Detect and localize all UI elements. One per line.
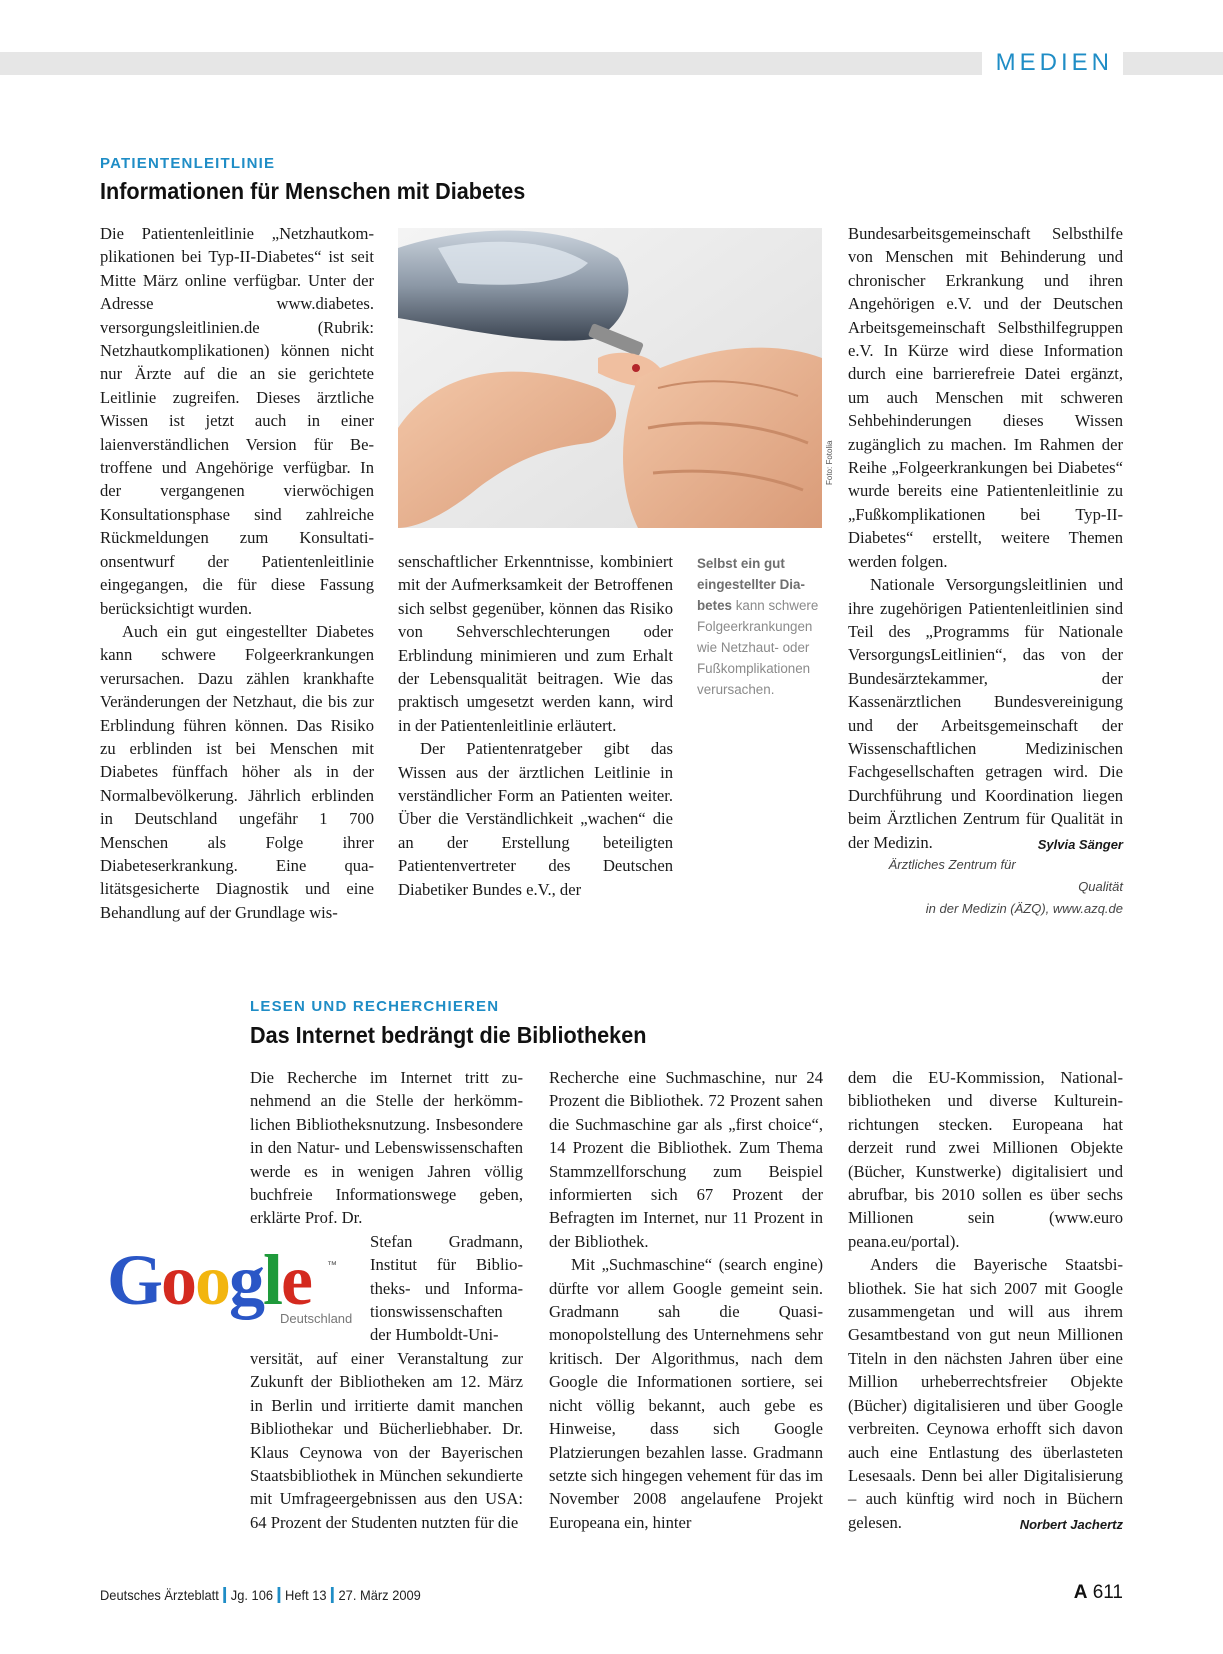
photo-glucose-meter: [398, 228, 822, 528]
paragraph: dem die EU-Kommission, Nationalbibliotheken und diverse Kultureinrichtungen stecken. Europeana hat derzeit rund zwei Millionen Objekte (Bücher, Kunstwerke) digitalisiert und abrufbar, bis 2010 sollen es über sechs Millionen sein (www.euro peana.eu/portal).: [848, 1068, 1123, 1251]
svg-text:Google: [107, 1240, 312, 1320]
article1-column-2: [398, 550, 673, 901]
page-number-value: 611: [1092, 1582, 1123, 1603]
logo-letter: e: [281, 1240, 311, 1320]
issue-date: 27. März 2009: [338, 1587, 421, 1603]
article1-author: Sylvia Sänger: [1037, 836, 1123, 852]
article2-column-2: [549, 1066, 823, 1534]
article2-headline: Das Internet bedrängt die Bibliotheken: [250, 1022, 647, 1048]
paragraph: Mit „Suchmaschine“ (search engine) dürfte vor allem Google gemeint sein. Gradmann sah die Quasimonopolstellung des Unternehmens sehr kritisch. Der Algorithmus, nach dem Google die Informationen sortiere, sei nicht völlig bekannt, auch gebe es Hinweise, dass sich Google Platzierungen bezahlen lasse. Gradmann setzte sich hingegen vehement für das im November 2008 angelaufene Projekt Europeana ein, hinter: [549, 1255, 823, 1532]
article1-column-3: [848, 222, 1123, 920]
journal-name: Deutsches Ärzteblatt: [100, 1587, 219, 1603]
article1-column-1: [100, 222, 374, 924]
paragraph: Recherche eine Suchmaschine, nur 24 Prozent die Bibliothek. 72 Prozent sahen die Suchmaschine gar als „first choice“, 14 Prozent die Bibliothek. Zum Thema Stammzellforschung zum Beispiel informierten sich 67 Prozent der Befragten im Internet, nur 11 Prozent in der Bibliothek.: [549, 1068, 823, 1251]
section-label: MEDIEN: [982, 49, 1123, 77]
issue: Heft 13: [285, 1587, 327, 1603]
volume: Jg. 106: [230, 1587, 274, 1603]
photo-credit: Foto: Fotolia: [825, 440, 834, 485]
logo-letter: G: [107, 1240, 162, 1320]
glucose-meter-illustration: [398, 228, 822, 528]
article2-author: Norbert Jachertz: [1019, 1516, 1123, 1532]
paragraph: Bundesarbeitsgemeinschaft Selbsthilfe von Menschen mit Behinderung und chronischer Erkrankung und ihren Angehörigen e.V. und der Deutschen Arbeitsgemeinschaft Selbsthilfegruppen e.V. In Kürze wird diese Information durch eine barrierefreie Datei ergänzt, um auch Menschen mit schweren Sehbehinderungen dieses Wissen zugänglich zu machen. Im Rahmen der Reihe „Folgeerkrankungen bei Diabetes“ wurde bereits eine Patientenleitlinie zu „Fußkomplikationen bei Typ-II-Diabetes“ erstellt, weitere Themen werden folgen.: [848, 224, 1123, 571]
paragraph-text: Nationale Versorgungsleitlinien und ihre zugehörigen Patientenleitlinien sind Teil des „Programms für Nationale VersorgungsLeitlinien“, das von der Bundesärztekammer, der Kassenärztlichen Bundesvereinigung und der Arbeitsgemeinschaft der Wissenschaftlichen Medizinischen Fachgesellschaften getragen wird. Die Durchführung und Koordination liegen beim Ärztlichen Zentrum für Qualität in der Medizin.: [848, 575, 1123, 852]
photo-caption: [697, 553, 822, 700]
paragraph-wrapped: Stefan Gradmann, Institut für Bibliotheks- und Informationswissenschaften der Humboldt-Uni-: [370, 1231, 523, 1345]
paragraph: [848, 573, 1123, 854]
article1-affiliation-line-2: in der Medizin (ÄZQ), www.azq.de: [925, 900, 1123, 916]
article2-column-3: [848, 1066, 1123, 1536]
google-logo-graphic: [105, 1238, 375, 1328]
logo-subtitle: Deutschland: [280, 1311, 353, 1326]
separator: [278, 1587, 281, 1603]
paragraph: Die Patientenleitlinie „Netzhautkomplikationen bei Typ-II-Diabetes“ ist seit Mitte März online verfügbar. Unter der Adresse www.diabetes. versorgungsleitlinien.de (Rubrik: Netzhautkomplikationen) können nicht nur Ärzte auf die an sie gerichtete Leitlinie zugreifen. Dieses ärztliche Wissen ist jetzt auch in einer laienverständlichen Version für Betroffene und Angehörige verfügbar. In der vergangenen vierwöchigen Konsultationsphase sind zahlreiche Rückmeldungen zum Konsultationsentwurf der Patientenleitlinie eingegangen, die für diese Fassung berücksichtigt wurden.: [100, 224, 374, 618]
logo-letter: o: [195, 1240, 230, 1320]
caption-text: kann schwere Folgeerkrankungen wie Netzhaut- oder Fußkomplikationen verursachen.: [697, 598, 819, 697]
paragraph: Die Recherche im Internet tritt zunehmend an die Stelle der herkömmlichen Bibliotheksnutzung. Insbesondere in den Natur- und Lebenswissenschaften werde es in wenigen Jahren völlig buchfreie Informationswege geben, erklärte Prof. Dr.: [250, 1068, 523, 1228]
article1-affiliation-line-1: Ärztliches Zentrum für Qualität: [888, 856, 1123, 894]
paragraph: senschaftlicher Erkenntnisse, kombiniert mit der Aufmerksamkeit der Betroffenen sich selbst gegenüber, können das Risiko von Sehverschlechterungen oder Erblindung minimieren und zum Erhalt der Lebensqualität beitragen. Wie das praktisch umgesetzt werden kann, wird in der Patientenleitlinie erläutert.: [398, 552, 673, 735]
logo-trademark: ™: [327, 1260, 337, 1271]
logo-letter: l: [263, 1240, 282, 1320]
paragraph: Der Patientenratgeber gibt das Wissen aus der ärztlichen Leitlinie in verständlicher Form an Patienten weiter. Über die Verständlichkeit „wachen“ die an der Erstellung beteiligten Patientenvertreter des Deutschen Diabetiker Bundes e.V., der: [398, 739, 673, 899]
paragraph: [848, 1253, 1123, 1534]
caption-lead: Selbst ein gut eingestellter Diabetes: [697, 556, 805, 613]
paragraph: Auch ein gut eingestellter Diabetes kann schwere Folgeerkrankungen verursachen. Dazu zählen krankhafte Veränderungen der Netzhaut, die bis zur Erblindung führen können. Das Risiko zu erblinden ist bei Menschen mit Diabetes fünffach höher als in der Normalbevölkerung. Jährlich erblinden in Deutschland ungefähr 1 700 Menschen als Folge ihrer Diabeteserkrankung. Eine qualitätsgesicherte Diagnostik und eine Behandlung auf der Grundlage wis-: [100, 621, 374, 922]
article1-kicker: PATIENTENLEITLINIE: [100, 155, 276, 172]
article1-headline: Informationen für Menschen mit Diabetes: [100, 178, 526, 204]
page-number: [1074, 1582, 1123, 1604]
article2-kicker: LESEN UND RECHERCHIEREN: [250, 998, 500, 1015]
separator: [331, 1587, 334, 1603]
google-logo: [105, 1238, 375, 1328]
page-prefix: A: [1073, 1582, 1088, 1603]
paragraph: versität, auf einer Veranstaltung zur Zukunft der Bibliotheken am 12. März in Berlin und irritierte damit manchen Bibliothekar und Bücherliebhaber. Dr. Klaus Ceynowa von der Bayerischen Staatsbibliothek in München sekundierte mit Umfrageergebnissen aus den USA: 64 Prozent der Studenten nutzten für die: [250, 1348, 523, 1532]
separator: [223, 1587, 226, 1603]
logo-letter: o: [161, 1240, 196, 1320]
paragraph-text: Anders die Bayerische Staatsbibliothek. Sie hat sich 2007 mit Google zusammengetan und will aus ihrem Gesamtbestand von gut neun Millionen Titeln in den nächsten Jahren über eine Million urheberrechtsfreier Objekte (Bücher) digitalisieren und über Google verbreiten. Ceynowa erhofft sich davon auch eine Entlastung des überlasteten Lesesaals. Denn bei aller Digitalisierung – auch künftig wird noch in Büchern gelesen.: [848, 1255, 1123, 1532]
footer-citation: [100, 1587, 421, 1603]
logo-letter: g: [229, 1240, 264, 1320]
